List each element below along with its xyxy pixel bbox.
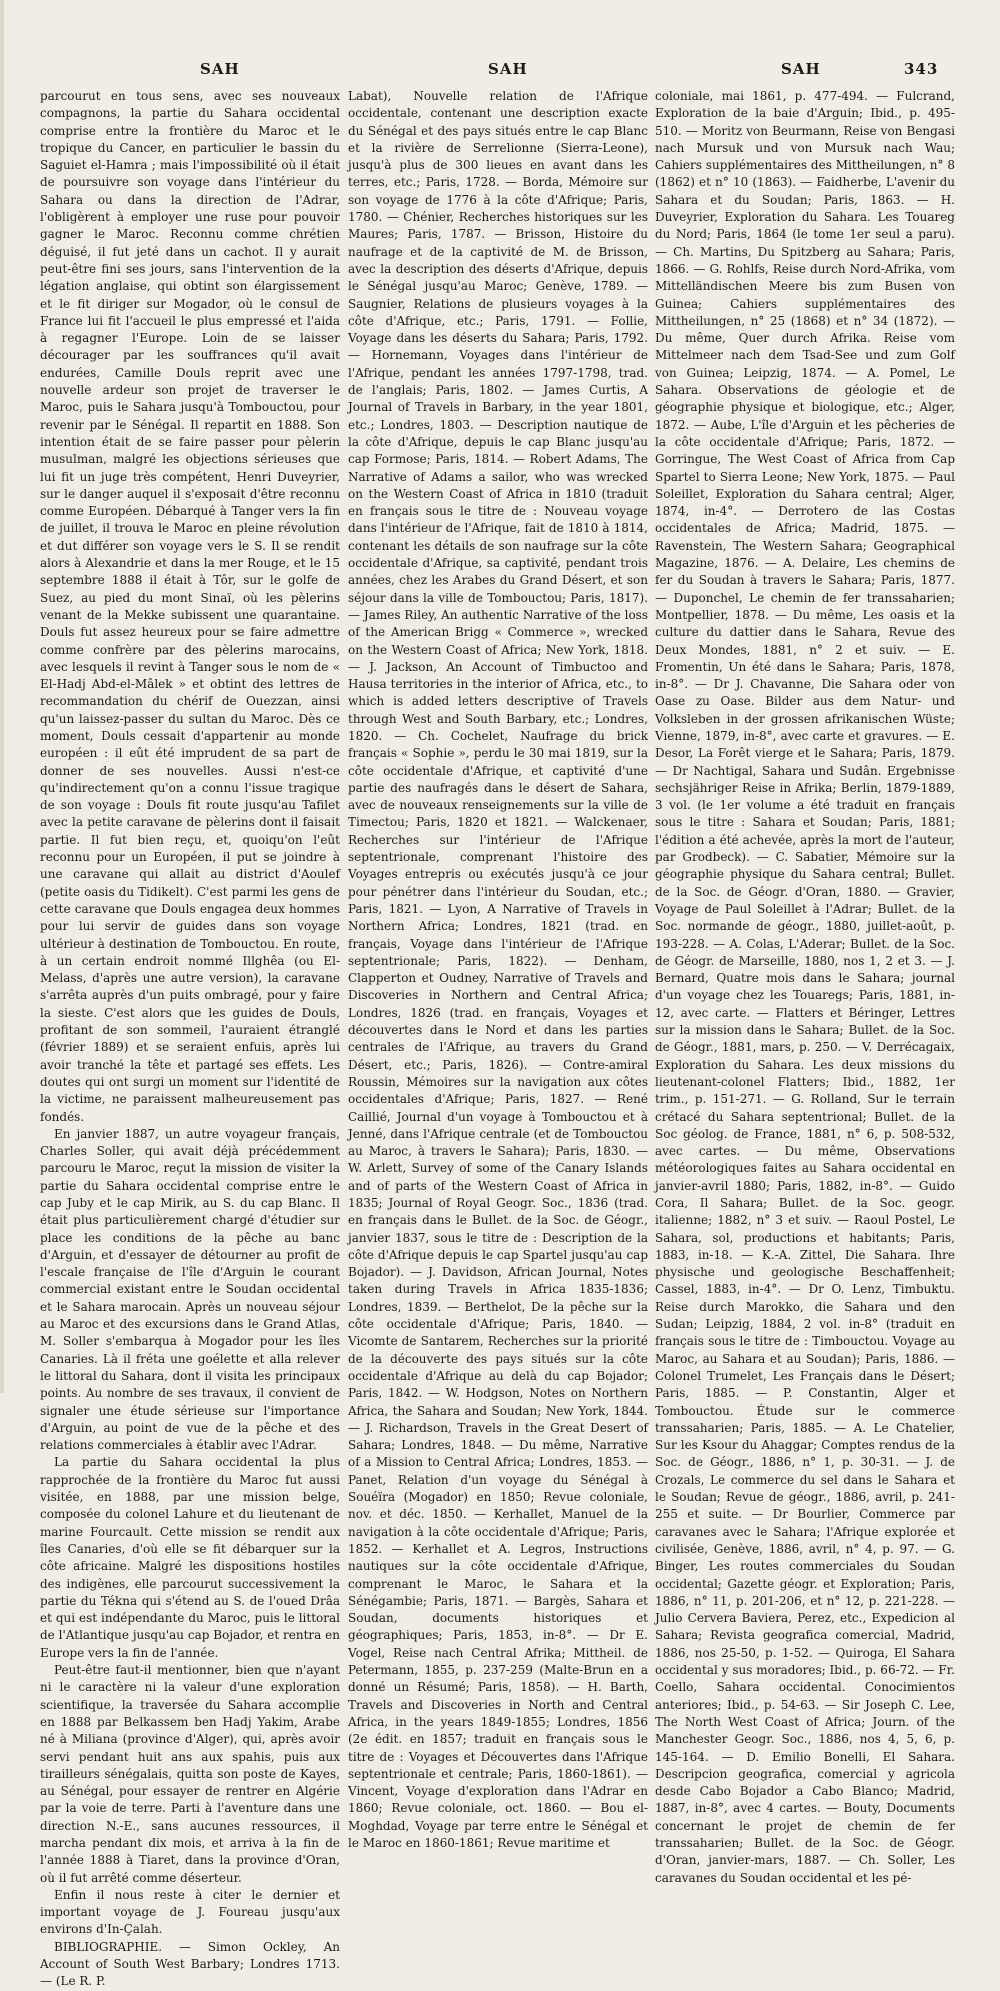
text-column-1 (40, 88, 340, 1989)
column-3-text: coloniale, mai 1861, p. 477-494. — Fulcrand, Exploration de la baie d'Arguin; Ibid., p. 495-510. — Moritz von Beurmann, Reise von Bengasi nach Mursuk und von Mursuk nach Wau; Cahiers supplémentaires des Mittheilungen, n° 8 (1862) et n° 10 (1863). — Faidherbe, L'avenir du Sahara et du Soudan; Paris, 1863. — H. Duveyrier, Exploration du Sahara. Les Touareg du Nord; Paris, 1864 (le tome 1er seul a paru). — Ch. Martins, Du Spitzberg au Sahara; Paris, 1866. — G. Rohlfs, Reise durch Nord-Afrika, vom Mittelländischen Meere bis zum Busen von Guinea; Cahiers supplémentaires des Mittheilungen, n° 25 (1868) et n° 34 (1872). — Du même, Quer durch Afrika. Reise vom Mittelmeer nach dem Tsad-See und zum Golf von Guinea; Leipzig, 1874. — A. Pomel, Le Sahara. Observations de géologie et de géographie physique et biologique, etc.; Alger, 1872. — Aube, L'île d'Arguin et les pêcheries de la côte occidentale d'Afrique; Paris, 1872. — Gorringue, The West Coast of Africa from Cap Spartel to Sierra Leone; New York, 1875. — Paul Soleillet, Exploration du Sahara central; Alger, 1874, in-4°. — Derrotero de las Costas occidentales de Africa; Madrid, 1875. — Ravenstein, The Western Sahara; Geographical Magazine, 1876. — A. Delaire, Les chemins de fer du Soudan à travers le Sahara; Paris, 1877. — Duponchel, Le chemin de fer transsaharien; Montpellier, 1878. — Du même, Les oasis et la culture du dattier dans le Sahara, Revue des Deux Mondes, 1881, n° 2 et suiv. — E. Fromentin, Un été dans le Sahara; Paris, 1878, in-8°. — Dr J. Chavanne, Die Sahara oder von Oase zu Oase. Bilder aus dem Natur- und Volksleben in der grossen afrikanischen Wüste; Vienne, 1879, in-8°, avec carte et gravures. — E. Desor, La Forêt vierge et le Sahara; Paris, 1879. — Dr Nachtigal, Sahara und Sudân. Ergebnisse sechsjähriger Reise in Afrika; Berlin, 1879-1889, 3 vol. (le 1er volume a été traduit en français sous le titre : Sahara et Soudan; Paris, 1881; l'édition a été achevée, après la mort de l'auteur, par Grodbeck). — C. Sabatier, Mémoire sur la géographie physique du Sahara central; Bullet. de la Soc. de Géogr. d'Oran, 1880. — Gravier, Voyage de Paul Soleillet à l'Adrar; Bullet. de la Soc. normande de géogr., 1880, juillet-août, p. 193-228. — A. Colas, L'Aderar; Bullet. de la Soc. de Géogr. de Marseille, 1880, nos 1, 2 et 3. — J. Bernard, Quatre mois dans le Sahara; journal d'un voyage chez les Touaregs; Paris, 1881, in-12, avec carte. — Flatters et Béringer, Lettres sur la mission dans le Sahara; Bullet. de la Soc. de Géogr., 1881, mars, p. 250. — V. Derrécagaix, Exploration du Sahara. Les deux missions du lieutenant-colonel Flatters; Ibid., 1882, 1er trim., p. 151-271. — G. Rolland, Sur le terrain crétacé du Sahara septentrional; Bullet. de la Soc géolog. de France, 1881, n° 6, p. 508-532, avec cartes. — Du même, Observations météorologiques faites au Sahara occidental en janvier-avril 1880; Paris, 1882, in-8°. — Guido Cora, Il Sahara; Bullet. de la Soc. geogr. italienne; 1882, n° 3 et suiv. — Raoul Postel, Le Sahara, sol, productions et habitants; Paris, 1883, in-18. — K.-A. Zittel, Die Sahara. Ihre physische und geologische Beschaffenheit; Cassel, 1883, in-4°. — Dr O. Lenz, Timbuktu. Reise durch Marokko, die Sahara und den Sudan; Leipzig, 1884, 2 vol. in-8° (traduit en français sous le titre de : Timbouctou. Voyage au Maroc, au Sahara et au Soudan); Paris, 1886. — Colonel Trumelet, Les Français dans le Désert; Paris, 1885. — P. Constantin, Alger et Tombouctou. Étude sur le commerce transsaharien; Paris, 1885. — A. Le Chatelier, Sur les Ksour du Ahaggar; Comptes rendus de la Soc. de Géogr., 1886, n° 1, p. 30-31. — J. de Crozals, Le commerce du sel dans le Sahara et le Soudan; Revue de géogr., 1886, avril, p. 241-255 et suite. — Dr Bourlier, Commerce par caravanes avec le Sahara; l'Afrique explorée et civilisée, Genève, 1886, avril, n° 4, p. 97. — G. Binger, Les routes commerciales du Soudan occidental; Gazette géogr. et Exploration; Paris, 1886, n° 11, p. 201-206, et n° 12, p. 221-228. — Julio Cervera Baviera, Perez, etc., Expedicion al Sahara; Revista geografica comercial, Madrid, 1886, nos 25-50, p. 1-52. — Quiroga, El Sahara occidental y sus moradores; Ibid., p. 66-72. — Fr. Coello, Sahara occidental. Conocimientos anteriores; Ibid., p. 54-63. — Sir Joseph C. Lee, The North West Coast of Africa; Journ. of the Manchester Geogr. Soc., 1886, nos 4, 5, 6, p. 145-164. — D. Emilio Bonelli, El Sahara. Descripcion geografica, comercial y agricola desde Cabo Bojador a Cabo Blanco; Madrid, 1887, in-8°, avec 4 cartes. — Bouty, Documents concernant le projet de chemin de fer transsaharien; Bullet. de la Soc. de Géogr. d'Oran, janvier-mars, 1887. — Ch. Soller, Les caravanes du Soudan occidental et les pé- (655, 89, 955, 1885)
text-column-2 (348, 88, 648, 1850)
column-2-text: Labat), Nouvelle relation de l'Afrique occidentale, contenant une description exacte du Sénégal et des pays situés entre le cap Blanc et la rivière de Serrelionne (Sierra-Leone), jusqu'à plus de 300 lieues en avant dans les terres, etc.; Paris, 1728. — Borda, Mémoire sur son voyage de 1776 à la côte d'Afrique; Paris, 1780. — Chénier, Recherches historiques sur les Maures; Paris, 1787. — Brisson, Histoire du naufrage et de la captivité de M. de Brisson, avec la description des déserts d'Afrique, depuis le Sénégal jusqu'au Maroc; Genève, 1789. — Saugnier, Relations de plusieurs voyages à la côte d'Afrique, etc.; Paris, 1791. — Follie, Voyage dans les déserts du Sahara; Paris, 1792. — Hornemann, Voyages dans l'intérieur de l'Afrique, pendant les années 1797-1798, trad. de l'anglais; Paris, 1802. — James Curtis, A Journal of Travels in Barbary, in the year 1801, etc.; Londres, 1803. — Description nautique de la côte d'Afrique, depuis le cap Blanc jusqu'au cap Formose; Paris, 1814. — Robert Adams, The Narrative of Adams a sailor, who was wrecked on the Western Coast of Africa in 1810 (traduit en français sous le titre de : Nouveau voyage dans l'intérieur de l'Afrique, fait de 1810 à 1814, contenant les détails de son naufrage sur la côte occidentale d'Afrique, sa captivité, pendant trois années, chez les Arabes du Grand Désert, et son séjour dans la ville de Tombouctou; Paris, 1817). — James Riley, An authentic Narrative of the loss of the American Brigg « Commerce », wrecked on the Western Coast of Africa; New York, 1818. — J. Jackson, An Account of Timbuctoo and Hausa territories in the interior of Africa, etc., to which is added letters descriptive of Travels through West and South Barbary, etc.; Londres, 1820. — Ch. Cochelet, Naufrage du brick français « Sophie », perdu le 30 mai 1819, sur la côte occidentale d'Afrique, et captivité d'une partie des naufragés dans le désert de Sahara, avec de nouveaux renseignements sur la ville de Timectou; Paris, 1820 et 1821. — Walckenaer, Recherches sur l'intérieur de l'Afrique septentrionale, comprenant l'histoire des Voyages entrepris ou exécutés jusqu'à ce jour pour pénétrer dans l'intérieur du Soudan, etc.; Paris, 1821. — Lyon, A Narrative of Travels in Northern Africa; Londres, 1821 (trad. en français, Voyage dans l'intérieur de l'Afrique septentrionale; Paris, 1822). — Denham, Clapperton et Oudney, Narrative of Travels and Discoveries in Northern and Central Africa; Londres, 1826 (trad. en français, Voyages et découvertes dans le Nord et dans les parties centrales de l'Afrique, au travers du Grand Désert, etc.; Paris, 1826). — Contre-amiral Roussin, Mémoires sur la navigation aux côtes occidentales d'Afrique; Paris, 1827. — René Caillié, Journal d'un voyage à Tombouctou et à Jenné, dans l'Afrique centrale (et de Tombouctou au Maroc, à travers le Sahara); Paris, 1830. — W. Arlett, Survey of some of the Canary Islands and of parts of the Western Coast of Africa in 1835; Journal of Royal Geogr. Soc., 1836 (trad. en français dans le Bullet. de la Soc. de Géogr., janvier 1837, sous le titre de : Description de la côte d'Afrique depuis le cap Spartel jusqu'au cap Bojador). — J. Davidson, African Journal, Notes taken during Travels in Africa 1835-1836; Londres, 1839. — Berthelot, De la pêche sur la côte occidentale d'Afrique; Paris, 1840. — Vicomte de Santarem, Recherches sur la priorité de la découverte des pays situés sur la côte occidentale d'Afrique au delà du cap Bojador; Paris, 1842. — W. Hodgson, Notes on Northern Africa, the Sahara and Soudan; New York, 1844. — J. Richardson, Travels in the Great Desert of Sahara; Londres, 1848. — Du même, Narrative of a Mission to Central Africa; Londres, 1853. — Panet, Relation d'un voyage du Sénégal à Souéïra (Mogador) en 1850; Revue coloniale, nov. et déc. 1850. — Kerhallet, Manuel de la navigation à la côte occidentale d'Afrique; Paris, 1852. — Kerhallet et A. Legros, Instructions nautiques sur la côte occidentale d'Afrique, comprenant le Maroc, le Sahara et la Sénégambie; Paris, 1871. — Bargès, Sahara et Soudan, documents historiques et géographiques; Paris, 1853, in-8°. — Dr E. Vogel, Reise nach Central Afrika; Mittheil. de Petermann, 1855, p. 237-259 (Malte-Brun en a donné un Résumé; Paris, 1858). — H. Barth, Travels and Discoveries in North and Central Africa, in the years 1849-1855; Londres, 1856 (2e édit. en 1857; traduit en français sous le titre de : Voyages et Découvertes dans l'Afrique septentrionale et centrale; Paris, 1860-1861). — Vincent, Voyage d'exploration dans l'Adrar en 1860; Revue coloniale, oct. 1860. — Bou el-Moghdad, Voyage par terre entre le Sénégal et le Maroc en 1860-1861; Revue maritime et (348, 89, 648, 1850)
column-1-text: parcourut en tous sens, avec ses nouveaux compagnons, la partie du Sahara occidental comprise entre la frontière du Maroc et le tropique du Cancer, en particulier le bassin du Saguiet el-Hamra ; mais l'impossibilité où il était de poursuivre son voyage dans l'intérieur du Sahara ou dans la direction de l'Adrar, l'obligèrent à employer une ruse pour pouvoir gagner le Maroc. Reconnu comme chrétien déguisé, il fut jeté dans un cachot. Il y aurait peut-être fini ses jours, sans l'intervention de la légation anglaise, qui obtint son élargissement et le fit diriger sur Mogador, où le consul de France lui fit l'accueil le plus empressé et l'aida à regagner l'Europe. Loin de se laisser décourager par les souffrances qu'il avait endurées, Camille Douls reprit avec une nouvelle ardeur son projet de traverser le Maroc, puis le Sahara jusqu'à Tombouctou, pour revenir par le Sénégal. Il repartit en 1888. Son intention était de se faire passer pour pèlerin musulman, malgré les objections sérieuses que lui fit un juge très compétent, Henri Duveyrier, sur le danger auquel il s'exposait d'être reconnu comme Européen. Débarqué à Tanger vers la fin de juillet, il trouva le Maroc en pleine révolution et dut différer son voyage vers le S. Il se rendit alors à Alexandrie et dans la mer Rouge, et le 15 septembre 1888 il était à Tôr, sur le golfe de Suez, au pied du mont Sinaï, où les pèlerins venant de la Mekke subissent une quarantaine. Douls fut assez heureux pour se faire admettre comme confrère par des pèlerins marocains, avec lesquels il revint à Tanger sous le nom de « El-Hadj Abd-el-Mâlek » et obtint des lettres de recommandation du chérif de Ouezzan, ainsi qu'un laissez-passer du sultan du Maroc. Dès ce moment, Douls cessait d'appartenir au monde européen : il eût été imprudent de sa part de donner de ses nouvelles. Aussi n'est-ce qu'indirectement qu'on a connu l'issue tragique de son voyage : Douls fit route jusqu'au Tafilet avec la petite caravane de pèlerins dont il faisait partie. Il fut bien reçu, et, quoiqu'on l'eût reconnu pour un Européen, il put se joindre à une caravane qui allait au district d'Aoulef (petite oasis du Tidikelt). C'est parmi les gens de cette caravane que Douls engagea deux hommes pour lui servir de guides dans son voyage ultérieur à destination de Tombouctou. En route, à un certain endroit nommé Illghêa (ou El-Melass, d'après une autre version), la caravane s'arrêta auprès d'un puits ombragé, pour y faire la sieste. C'est alors que les guides de Douls, profitant de son sommeil, l'auraient étranglé (février 1889) et se seraient enfuis, après lui avoir tranché la tête et partagé ses effets. Les doutes qui ont surgi un moment sur l'identité de la victime, ne paraissent malheureusement pas fondés. En janvier 1887, un autre voyageur français, Charles Soller, qui avait déjà précédemment parcouru le Maroc, reçut la mission de visiter la partie du Sahara occidental comprise entre le cap Juby et le cap Mirik, au S. du cap Blanc. Il était plus particulièrement chargé d'étudier sur place les conditions de la pêche au banc d'Arguin, et d'essayer de détourner au profit de l'escale française de l'île d'Arguin le courant commercial existant entre le Soudan occidental et le Sahara marocain. Après un nouveau séjour au Maroc et des excursions dans le Grand Atlas, M. Soller s'embarqua à Mogador pour les îles Canaries. Là il fréta une goélette et alla relever le littoral du Sahara, dont il visita les principaux points. Au nombre de ses travaux, il convient de signaler une étude sérieuse sur l'importance d'Arguin, au point de vue de la pêche et des relations commerciales à établir avec l'Adrar. La partie du Sahara occidental la plus rapprochée de la frontière du Maroc fut aussi visitée, en 1888, par une mission belge, composée du colonel Lahure et du lieutenant de marine Fourcault. Cette mission se rendit aux îles Canaries, d'où elle se fit débarquer sur la côte africaine. Malgré les dispositions hostiles des indigènes, elle parcourut successivement la partie du Tékna qui s'étend au S. de l'oued Drâa et qui est indépendante du Maroc, puis le littoral de l'Atlantique jusqu'au cap Bojador, et rentra en Europe vers la fin de l'année. Peut-être faut-il mentionner, bien que n'ayant ni le caractère ni la valeur d'une exploration scientifique, la traversée du Sahara accomplie en 1888 par Belkassem ben Hadj Yakim, Arabe né à Miliana (province d'Alger), qui, après avoir servi pendant huit ans aux spahis, puis aux tirailleurs sénégalais, quitta son poste de Kayes, au Sénégal, pour essayer de rentrer en Algérie par la voie de terre. Parti à l'aventure dans une direction N.-E., sans aucunes ressources, il marcha pendant dix mois, et arriva à la fin de l'année 1888 à Tiaret, dans la province d'Oran, où il fut arrêté comme déserteur. Enfin il nous reste à citer le dernier et important voyage de J. Foureau jusqu'aux environs d'In-Çalah. BIBLIOGRAPHIE. — Simon Ockley, An Account of South West Barbary; Londres 1713. — (Le R. P. (40, 89, 340, 1989)
page-number: 343 (904, 60, 939, 78)
page-edge-shadow (0, 0, 4, 1393)
running-head-center: SAH (488, 60, 528, 78)
text-column-3 (655, 88, 955, 1885)
running-head-left: SAH (200, 60, 240, 78)
running-head-right: SAH (781, 60, 821, 78)
